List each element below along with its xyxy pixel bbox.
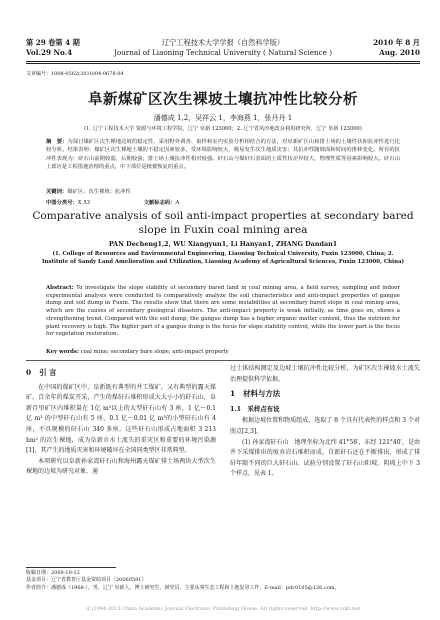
authors-english: PAN Decheng1,2, WU Xiangyun1, Li Hanyan1, ZHANG Dandan1	[108, 240, 338, 248]
section-heading-materials: 1 材料与方法	[230, 389, 281, 399]
header-rule-thin	[26, 63, 420, 64]
affiliation-chinese: (1. 辽宁工程技术大学 资源与环境工程学院，辽宁 阜新 123000；2. 辽宁省风沙地改良利用研究所，辽宁 阜新 123000)	[84, 126, 362, 132]
abstract-english: Abstract: To investigate the slope stability of secondary bared land in coal mining area, a field survey, sampling and indoor experimental analysis were conducted to comparatively analyze the soil characteristics and anti-impact properties of gangue dump and soil dump in Fuxin. The results show that there are some instabilities at secondary bared slope in coal mining area, which are the causes of secondary geological disasters. The anti-impact property is weak initially, as time goes on, shows a strengthening trend. Compared with the soil dump, the gangue dump has a higher organic matter content, thus the nutrient for plant recovery is high. The higher part of a gangue dump is the focus for slope stability control, while the lower part is the focus for vegetation restoration.	[46, 285, 400, 338]
title-chinese: 阜新煤矿区次生裸坡土壤抗冲性比较分析	[88, 91, 358, 108]
body-column-left	[26, 364, 216, 478]
body-column-right	[230, 364, 420, 480]
abstract-text: 为探讨煤矿区次生裸地边坡的稳定性，采用野外调查、取样和室内实验分析相结合的方法，对阜新矿区山和排土场的土壤性状和抗冲性进行比较分析。结果表明：煤矿区次生裸地土壤的不稳定因素较多，受环境影响较大，极易发生次生地质灾害；其抗冲性随坡面和时间的推移变化。所有的抗冲性表现为：矸石山前期较弱，后期较强；排土场土壤抗冲性相对较强。矸石山与煤矸石表面的土质性状差异较大，物理性质等因素影响较大。矸石山上部应是工程措施治理的重点，中下部位是植被恢复的重点。	[46, 139, 400, 171]
paragraph: (1) 孙家湾矸石山 地理坐标为北纬 41°58′，东经 121°40′，是由井下采煤排出的废弃岩石堆积而成，自新矸石还在不断排出，形成了排矸年限不同的巨大矸石山。试验分别设置了矸石山阳坡、阴坡上中下 3 个样点，见表 1。	[230, 438, 420, 478]
paragraph: 在中国的煤矿区中，阜新既有典型的井工煤矿，又有典型的露天煤矿。百余年的煤炭开采，产生的煤矸石堆积形成大大小小的矸石山，阜新百里矿区内堆积量在 1亿 m³以上的大型矸石山有 3 座，1 亿～0.1 亿 m³ 的中型矸石山有 5 座，0.1 亿～0.01 亿 m³的小型矸石山有 4 座，不具规模的矸石山 340 多座。这些矸石山形成占地面积 3 213 hm² 的次生裸地，成为阜新市水土流失的重灾区和重要的环境污染源[1]，其产生的地质灾害和环境破坏在全国同类型区非常典型。	[26, 383, 216, 455]
authors-chinese: 潘德成 1,2，吴祥云 1，李海燕 1，张丹丹 1	[153, 114, 293, 122]
issue-date: 2010 年 8 月 Aug. 2010	[373, 38, 420, 57]
paragraph: 本项研究以阜新孙家湾矸石山和海州露天煤矿排土场两块大型次生裸地的边坡为研究对象，通	[26, 457, 216, 476]
document-code: 文献标志码：A	[143, 200, 180, 206]
article-number: 文章编号：1008-0562(2010)04-0678-04	[26, 71, 124, 77]
paragraph: 根据边坡位置和物质组成，选取了 8 个具有代表性的样点和 3 个对照点[2,3]。	[230, 417, 420, 435]
footnote-rule	[26, 567, 116, 568]
keywords-english: Key words: coal mine; secondary bare slope; anti-impact property	[46, 349, 229, 355]
subsection-heading: 1.1 采样点布设	[230, 404, 280, 413]
header-rule	[26, 61, 420, 62]
abstract-label: 摘 要：	[46, 139, 68, 145]
title-english: Comparative analysis of soil anti-impact properties at secondary bared slope in Fuxin coal mining area	[32, 210, 414, 236]
keywords-chinese: 关键词：煤矿区；次生裸坡；抗冲性	[46, 189, 131, 195]
abstract-chinese	[46, 138, 400, 172]
affiliation-english: (1. College of Resources and Environmental Engineering, Liaoning Technical University, Fuxin 123000, China; 2. Institute of Sandy Land Amelioration and Utilization, Liaoning Academy of Agricultural Sciences, Fuxin 123000, China)	[41, 251, 405, 265]
classification-codes	[46, 198, 400, 206]
volume-info: 第 29 卷第 4 期 Vol.29 No.4	[26, 38, 80, 57]
section-heading-intro: 0 引 言	[26, 368, 57, 377]
copyright-line: (C)1994-2015 China Academic Journal Electronic Publishing House. All rights reserved. http://www.cnki.net	[85, 606, 361, 612]
journal-name: 辽宁工程技术大学学报（自然科学版） Journal of Liaoning Technical University ( Natural Science )	[113, 38, 333, 57]
clc-code: 中图分类号：X 53	[46, 200, 90, 206]
section-divider	[26, 360, 420, 361]
paragraph-continuation: 过土体结构测定及边坡土壤抗冲性比较分析，为矿区次生裸坡水土流失治理提供科学依据。	[230, 365, 420, 383]
footnote: 收稿日期：2009-10-12 基金项目：辽宁省教育厅基金资助项目（20060591） 作者简介：潘德成（1968-），男，辽宁 阜新人，博士研究生，研究员，主要从事生态工程和土地复垦工作，E-mail：pdc0165@126.com。	[26, 570, 340, 591]
